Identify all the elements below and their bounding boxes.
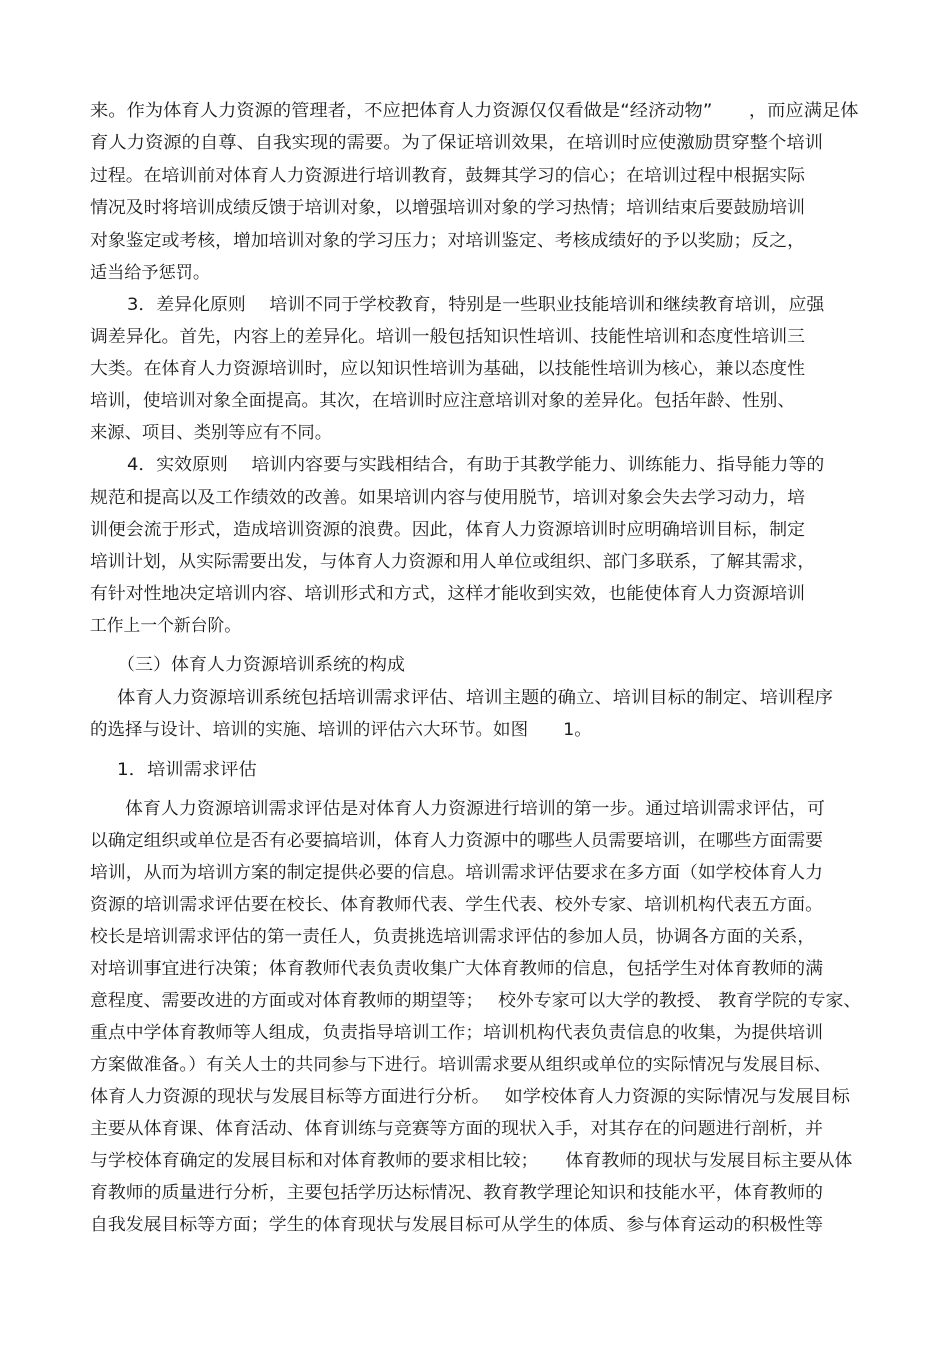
text-line: 培训计划，从实际需要出发，与体育人力资源和用人单位或组织、部门多联系，了解其需求，: [90, 552, 816, 572]
text-line: 方案做准备。）有关人士的共同参与下进行。培训需求要从组织或单位的实际情况与发展目标、: [90, 1055, 832, 1075]
text-line: 自我发展目标等方面；学生的体育现状与发展目标可从学生的体质、参与体育运动的积极性等: [90, 1215, 823, 1235]
text-line: 来。作为体育人力资源的管理者，不应把体育人力资源仅仅看做是“经济动物” ，而应满足体: [90, 101, 859, 121]
text-line: 培训，使培训对象全面提高。其次，在培训时应注意培训对象的差异化。包括年龄、性别、: [90, 391, 796, 411]
list-item-heading: 3．差异化原则 培训不同于学校教育，特别是一些职业技能培训和继续教育培训，应强: [127, 295, 825, 315]
text-line: 对培训事宜进行决策；体育教师代表负责收集广大体育教师的信息，包括学生对体育教师的满: [90, 959, 823, 979]
text-line: 主要从体育课、体育活动、体育训练与竞赛等方面的现状入手，对其存在的问题进行剖析，并: [90, 1119, 823, 1139]
text-line: 意程度、需要改进的方面或对体育教师的期望等； 校外专家可以大学的教授、 教育学院的专家、: [90, 991, 862, 1011]
text-line: 过程。在培训前对体育人力资源进行培训教育，鼓舞其学习的信心；在培训过程中根据实际: [90, 166, 806, 186]
text-line: 的选择与设计、培训的实施、培训的评估六大环节。如图 1。: [90, 720, 592, 740]
text-line: 重点中学体育教师等人组成，负责指导培训工作；培训机构代表负责信息的收集，为提供培训: [90, 1023, 823, 1043]
text-line: 以确定组织或单位是否有必要搞培训，体育人力资源中的哪些人员需要培训，在哪些方面需要: [90, 831, 823, 851]
subsection-heading: 1．培训需求评估: [117, 760, 257, 780]
text-line: 情况及时将培训成绩反馈于培训对象，以增强培训对象的学习热情；培训结束后要鼓励培训: [90, 198, 806, 218]
text-line: 来源、项目、类别等应有不同。: [90, 423, 332, 443]
section-heading: （三）体育人力资源培训系统的构成: [117, 655, 405, 675]
text-line: 训便会流于形式，造成培训资源的浪费。因此，体育人力资源培训时应明确培训目标，制定: [90, 520, 806, 540]
text-line: 育人力资源的自尊、自我实现的需要。为了保证培训效果，在培训时应使激励贯穿整个培训: [90, 133, 823, 153]
text-line: 资源的培训需求评估要在校长、体育教师代表、学生代表、校外专家、培训机构代表五方面。: [90, 895, 823, 915]
list-item-heading: 4．实效原则 培训内容要与实践相结合，有助于其教学能力、训练能力、指导能力等的: [127, 455, 825, 475]
text-line: 体育人力资源的现状与发展目标等方面进行分析。 如学校体育人力资源的实际情况与发展目标: [90, 1087, 850, 1107]
text-line: 规范和提高以及工作绩效的改善。如果培训内容与使用脱节，培训对象会失去学习动力，培: [90, 488, 806, 508]
text-line: 大类。在体育人力资源培训时，应以知识性培训为基础，以技能性培训为核心，兼以态度性: [90, 359, 806, 379]
text-line: 有针对性地决定培训内容、培训形式和方式，这样才能收到实效，也能使体育人力资源培训: [90, 584, 806, 604]
text-line: 调差异化。首先，内容上的差异化。培训一般包括知识性培训、技能性培训和态度性培训三: [90, 327, 806, 347]
text-line: 育教师的质量进行分析，主要包括学历达标情况、教育教学理论知识和技能水平，体育教师的: [90, 1183, 823, 1203]
text-line: 培训，从而为培训方案的制定提供必要的信息。培训需求评估要求在多方面（如学校体育人力: [90, 863, 823, 883]
text-line: 适当给予惩罚。: [90, 263, 210, 283]
text-line: 体育人力资源培训需求评估是对体育人力资源进行培训的第一步。通过培训需求评估，可: [125, 799, 825, 819]
text-line: 校长是培训需求评估的第一责任人，负责挑选培训需求评估的参加人员，协调各方面的关系，: [90, 927, 816, 947]
text-line: 体育人力资源培训系统包括培训需求评估、培训主题的确立、培训目标的制定、培训程序: [117, 688, 833, 708]
text-line: 对象鉴定或考核，增加培训对象的学习压力；对培训鉴定、考核成绩好的予以奖励；反之，: [90, 231, 806, 251]
text-line: 与学校体育确定的发展目标和对体育教师的要求相比较； 体育教师的现状与发展目标主要从体: [90, 1151, 853, 1171]
text-line: 工作上一个新台阶。: [90, 616, 241, 636]
